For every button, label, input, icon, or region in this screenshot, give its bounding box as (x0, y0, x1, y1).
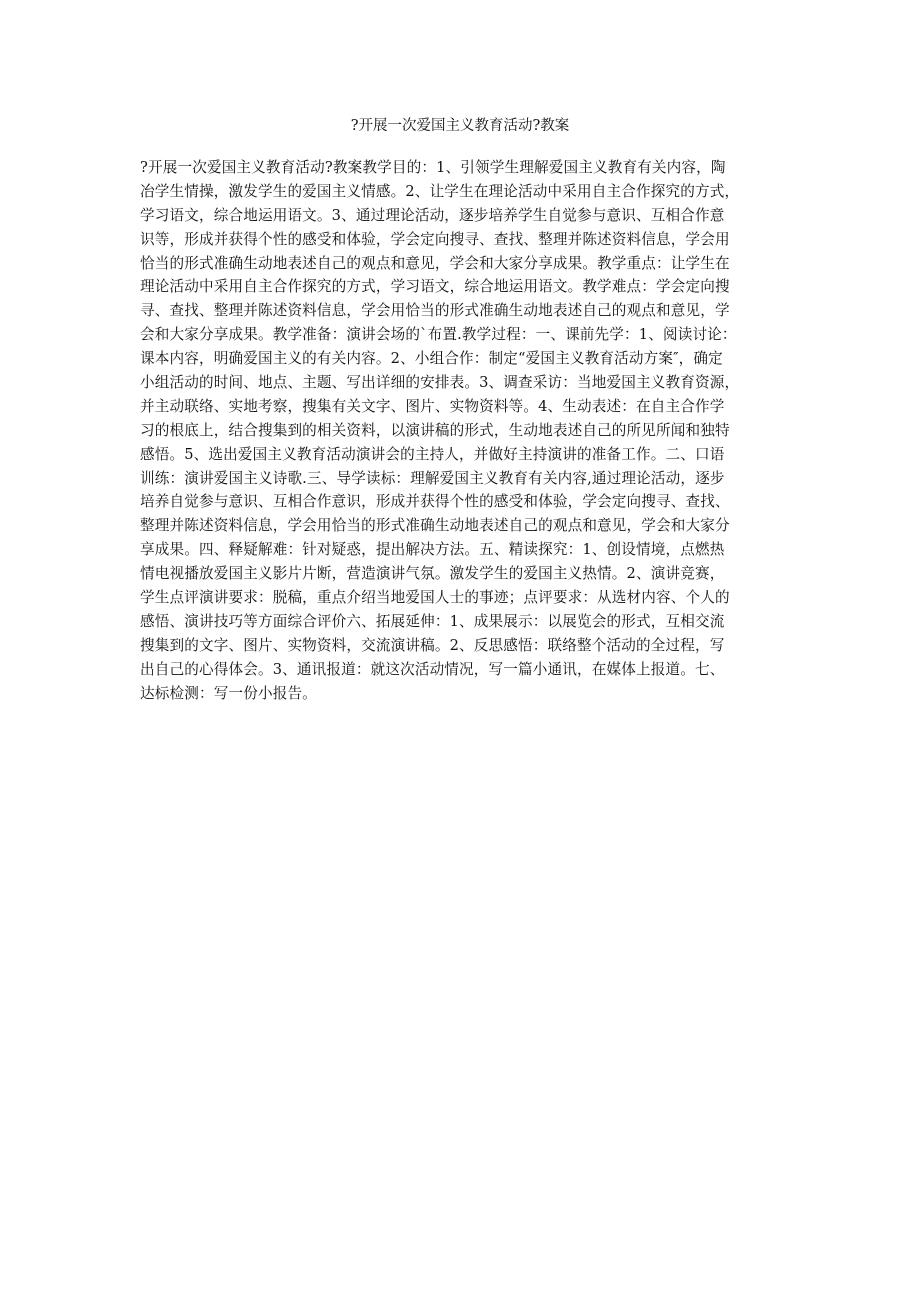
body-line: 情电视播放爱国主义影片片断，营造演讲气氛。激发学生的爱国主义热情。2、演讲竞赛， (140, 565, 725, 583)
body-line: 达标检测：写一份小报告。 (140, 684, 317, 702)
body-line: 出自己的心得体会。3、通讯报道：就这次活动情况，写一篇小通讯，在媒体上报道。七、 (140, 660, 725, 678)
body-line: 理论活动中采用自主合作探究的方式，学习语文，综合地运用语文。教学难点：学会定向搜 (140, 278, 730, 296)
body-line: 小组活动的时间、地点、主题、写出详细的安排表。3、调查采访：当地爱国主义教育资源， (140, 374, 740, 392)
body-line: 课本内容，明确爱国主义的有关内容。2、小组合作：制定“爱国主义教育活动方案″，确定 (140, 350, 723, 368)
body-line: ?开展一次爱国主义教育活动?教案教学目的：1、引领学生理解爱国主义教育有关内容，陶 (140, 159, 726, 176)
body-line: 享成果。四、释疑解难：针对疑惑，提出解决方法。五、精读探究：1、创设情境，点燃热 (140, 541, 725, 559)
body-line: 会和大家分享成果。教学准备：演讲会场的`布置.教学过程：一、课前先学：1、阅读讨论： (140, 326, 737, 344)
document-title: ?开展一次爱国主义教育活动?教案 (350, 118, 570, 134)
body-line: 训练：演讲爱国主义诗歌.三、导学读标：理解爱国主义教育有关内容,通过理论活动，逐步 (140, 469, 725, 487)
body-line: 学习语文，综合地运用语文。3、通过理论活动，逐步培养学生自觉参与意识、互相合作意 (140, 206, 725, 224)
body-line: 并主动联络、实地考察，搜集有关文字、图片、实物资料等。4、生动表述：在自主合作学 (140, 397, 725, 415)
body-line: 识等，形成并获得个性的感受和体验，学会定向搜寻、查找、整理并陈述资料信息，学会用 (140, 230, 730, 248)
body-line: 恰当的形式准确生动地表述自己的观点和意见，学会和大家分享成果。教学重点：让学生在 (140, 254, 730, 272)
body-line: 感悟、演讲技巧等方面综合评价六、拓展延伸：1、成果展示：以展览会的形式，互相交流 (140, 612, 725, 630)
body-line: 学生点评演讲要求：脱稿，重点介绍当地爱国人士的事迹；点评要求：从选材内容、个人的 (140, 589, 730, 607)
body-line: 搜集到的文字、图片、实物资料，交流演讲稿。2、反思感悟：联络整个活动的全过程，写 (140, 636, 725, 654)
body-line: 培养自觉参与意识、互相合作意识，形成并获得个性的感受和体验，学会定向搜寻、查找、 (140, 493, 730, 511)
document-body (140, 156, 790, 705)
body-line: 寻、查找、整理并陈述资料信息，学会用恰当的形式准确生动地表述自己的观点和意见，学 (140, 302, 730, 320)
body-line: 习的根底上，结合搜集到的相关资料，以演讲稿的形式，生动地表述自己的所见所闻和独特 (140, 421, 730, 439)
body-line: 整理并陈述资料信息，学会用恰当的形式准确生动地表述自己的观点和意见，学会和大家分 (140, 517, 730, 535)
body-line: 冶学生情操，激发学生的爱国主义情感。2、让学生在理论活动中采用自主合作探究的方式， (140, 182, 740, 200)
body-line: 感悟。5、选出爱国主义教育活动演讲会的主持人，并做好主持演讲的准备工作。二、口语 (140, 445, 725, 463)
